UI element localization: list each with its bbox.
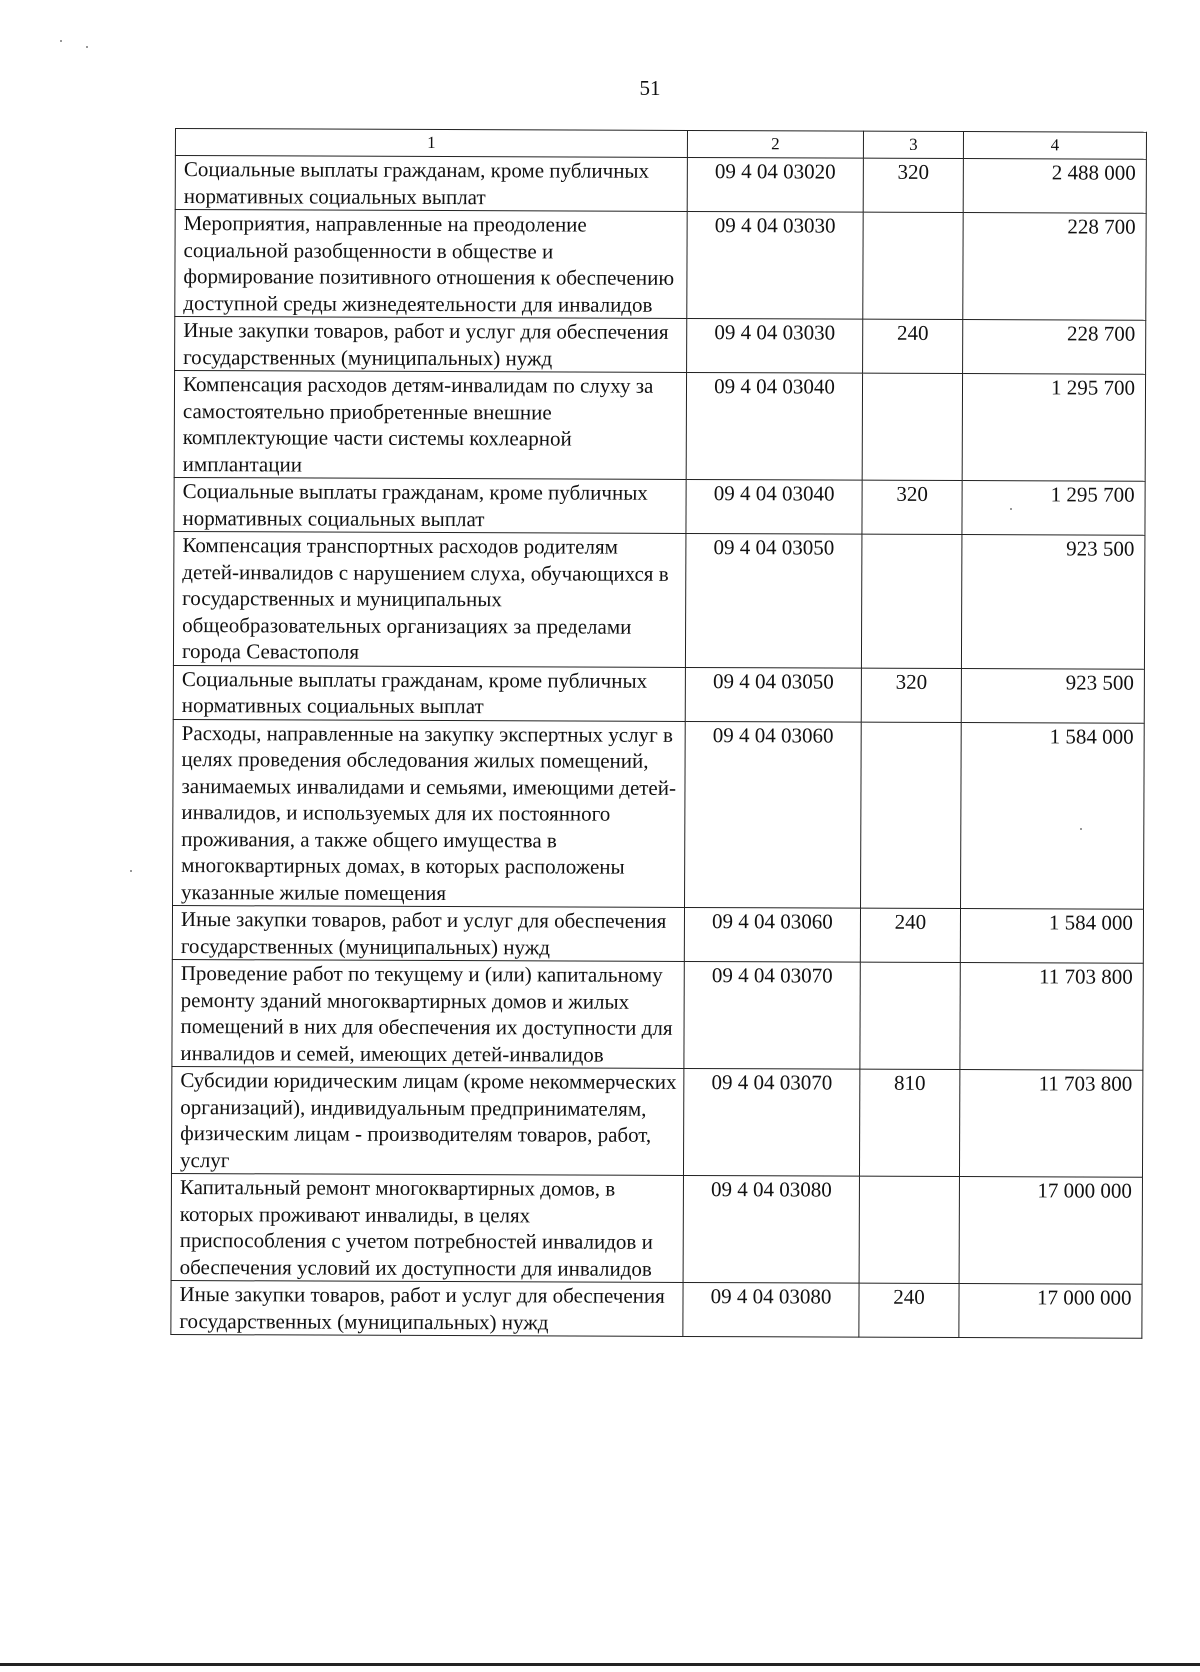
table-row	[171, 1280, 1142, 1338]
row-code: 09 4 04 03050	[685, 667, 861, 722]
row-type	[859, 1176, 959, 1283]
header-col-2: 2	[687, 130, 863, 158]
row-name: Иные закупки товаров, работ и услуг для обеспечения государственных (муниципальных) нужд	[175, 317, 687, 373]
row-code: 09 4 04 03060	[684, 907, 860, 962]
row-code: 09 4 04 03020	[687, 157, 863, 212]
row-sum: 2 488 000	[963, 159, 1146, 214]
table-header	[175, 129, 1146, 160]
row-code: 09 4 04 03040	[686, 479, 862, 534]
row-code: 09 4 04 03080	[683, 1282, 859, 1337]
row-code: 09 4 04 03080	[683, 1175, 859, 1283]
row-name: Иные закупки товаров, работ и услуг для обеспечения государственных (муниципальных) нужд	[171, 1280, 683, 1336]
row-type	[863, 212, 963, 319]
table-row	[172, 959, 1143, 1070]
scan-speck	[1010, 508, 1012, 510]
row-name: Иные закупки товаров, работ и услуг для обеспечения государственных (муниципальных) нужд	[172, 905, 684, 961]
row-code: 09 4 04 03030	[687, 318, 863, 373]
row-sum: 1 584 000	[961, 722, 1145, 909]
header-row	[175, 129, 1146, 160]
table-row	[175, 317, 1146, 375]
row-sum: 1 295 700	[962, 481, 1145, 536]
row-sum: 923 500	[961, 535, 1145, 669]
row-name: Социальные выплаты гражданам, кроме публичных нормативных социальных выплат	[175, 156, 687, 212]
row-name: Проведение работ по текущему и (или) капитальному ремонту зданий многоквартирных домов и жилых помещений в них для обеспечения их доступности для инвалидов и семей, имеющих детей-инвалидов	[172, 959, 684, 1068]
row-name: Социальные выплаты гражданам, кроме публичных нормативных социальных выплат	[173, 665, 685, 721]
table-row	[174, 371, 1145, 482]
row-type	[861, 534, 962, 668]
row-type: 320	[861, 668, 961, 722]
row-name: Социальные выплаты гражданам, кроме публичных нормативных социальных выплат	[174, 477, 686, 533]
row-type: 240	[859, 1283, 959, 1337]
row-name: Компенсация транспортных расходов родителям детей-инвалидов с нарушением слуха, обучающихся в государственных и муниципальных общеобразовательных организациях за пределами города Севастополя	[173, 531, 686, 666]
table-row	[173, 531, 1145, 668]
row-code: 09 4 04 03070	[683, 1068, 859, 1176]
budget-table	[170, 128, 1147, 1339]
row-type	[860, 962, 960, 1069]
row-name: Капитальный ремонт многоквартирных домов, в которых проживают инвалиды, в целях приспособления с учетом потребностей инвалидов и обеспечения условий их доступности для инвалидов	[171, 1173, 683, 1282]
table-row	[173, 665, 1144, 723]
row-sum: 1 295 700	[962, 374, 1145, 482]
header-col-3: 3	[863, 131, 963, 158]
table-row	[171, 1173, 1142, 1284]
scan-speck	[130, 870, 132, 872]
row-sum: 228 700	[963, 320, 1146, 375]
row-type	[862, 373, 962, 480]
header-col-1: 1	[175, 129, 687, 158]
row-name: Компенсация расходов детям-инвалидам по слуху за самостоятельно приобретенные внешние комплектующие части системы кохлеарной имплантации	[174, 371, 686, 480]
row-code: 09 4 04 03050	[685, 533, 862, 667]
row-type: 240	[860, 908, 960, 962]
row-type: 810	[859, 1069, 959, 1176]
row-name: Субсидии юридическим лицам (кроме некоммерческих организаций), индивидуальным предпринимателям, физическим лицам - производителям товаров, работ, услуг	[171, 1066, 683, 1175]
row-type	[861, 722, 962, 909]
scan-speck	[86, 46, 88, 48]
scan-speck	[1080, 828, 1082, 830]
table-row	[175, 156, 1146, 214]
row-code: 09 4 04 03030	[687, 211, 863, 319]
row-sum: 11 703 800	[960, 963, 1143, 1071]
page-number: 51	[639, 76, 661, 100]
row-code: 09 4 04 03060	[685, 721, 862, 908]
table-row	[175, 210, 1146, 321]
row-type: 320	[862, 480, 962, 534]
table-row	[172, 905, 1143, 963]
row-code: 09 4 04 03070	[684, 961, 860, 1069]
row-type: 240	[863, 319, 963, 373]
table-body	[171, 156, 1147, 1339]
row-sum: 923 500	[961, 668, 1144, 723]
row-type: 320	[863, 158, 963, 212]
row-name: Мероприятия, направленные на преодоление социальной разобщенности в обществе и формирование позитивного отношения к обеспечению доступной среды жизнедеятельности для инвалидов	[175, 210, 687, 319]
row-sum: 11 703 800	[959, 1070, 1142, 1178]
row-sum: 1 584 000	[960, 909, 1143, 964]
bottom-border	[0, 1663, 1200, 1666]
scan-speck	[60, 40, 62, 42]
table-row	[171, 1066, 1142, 1177]
table-row	[173, 719, 1145, 909]
header-col-4: 4	[963, 132, 1146, 160]
row-sum: 17 000 000	[959, 1284, 1142, 1339]
row-sum: 17 000 000	[959, 1177, 1142, 1285]
row-sum: 228 700	[963, 213, 1146, 321]
row-code: 09 4 04 03040	[686, 372, 862, 480]
row-name: Расходы, направленные на закупку экспертных услуг в целях проведения обследования жилых помещений, занимаемых инвалидами и семьями, имеющими детей-инвалидов, и используемых для их постоянного проживания, а также общего имущества в многоквартирных домах, в которых расположены указанные жилые помещения	[173, 719, 686, 907]
table-row	[174, 477, 1145, 535]
